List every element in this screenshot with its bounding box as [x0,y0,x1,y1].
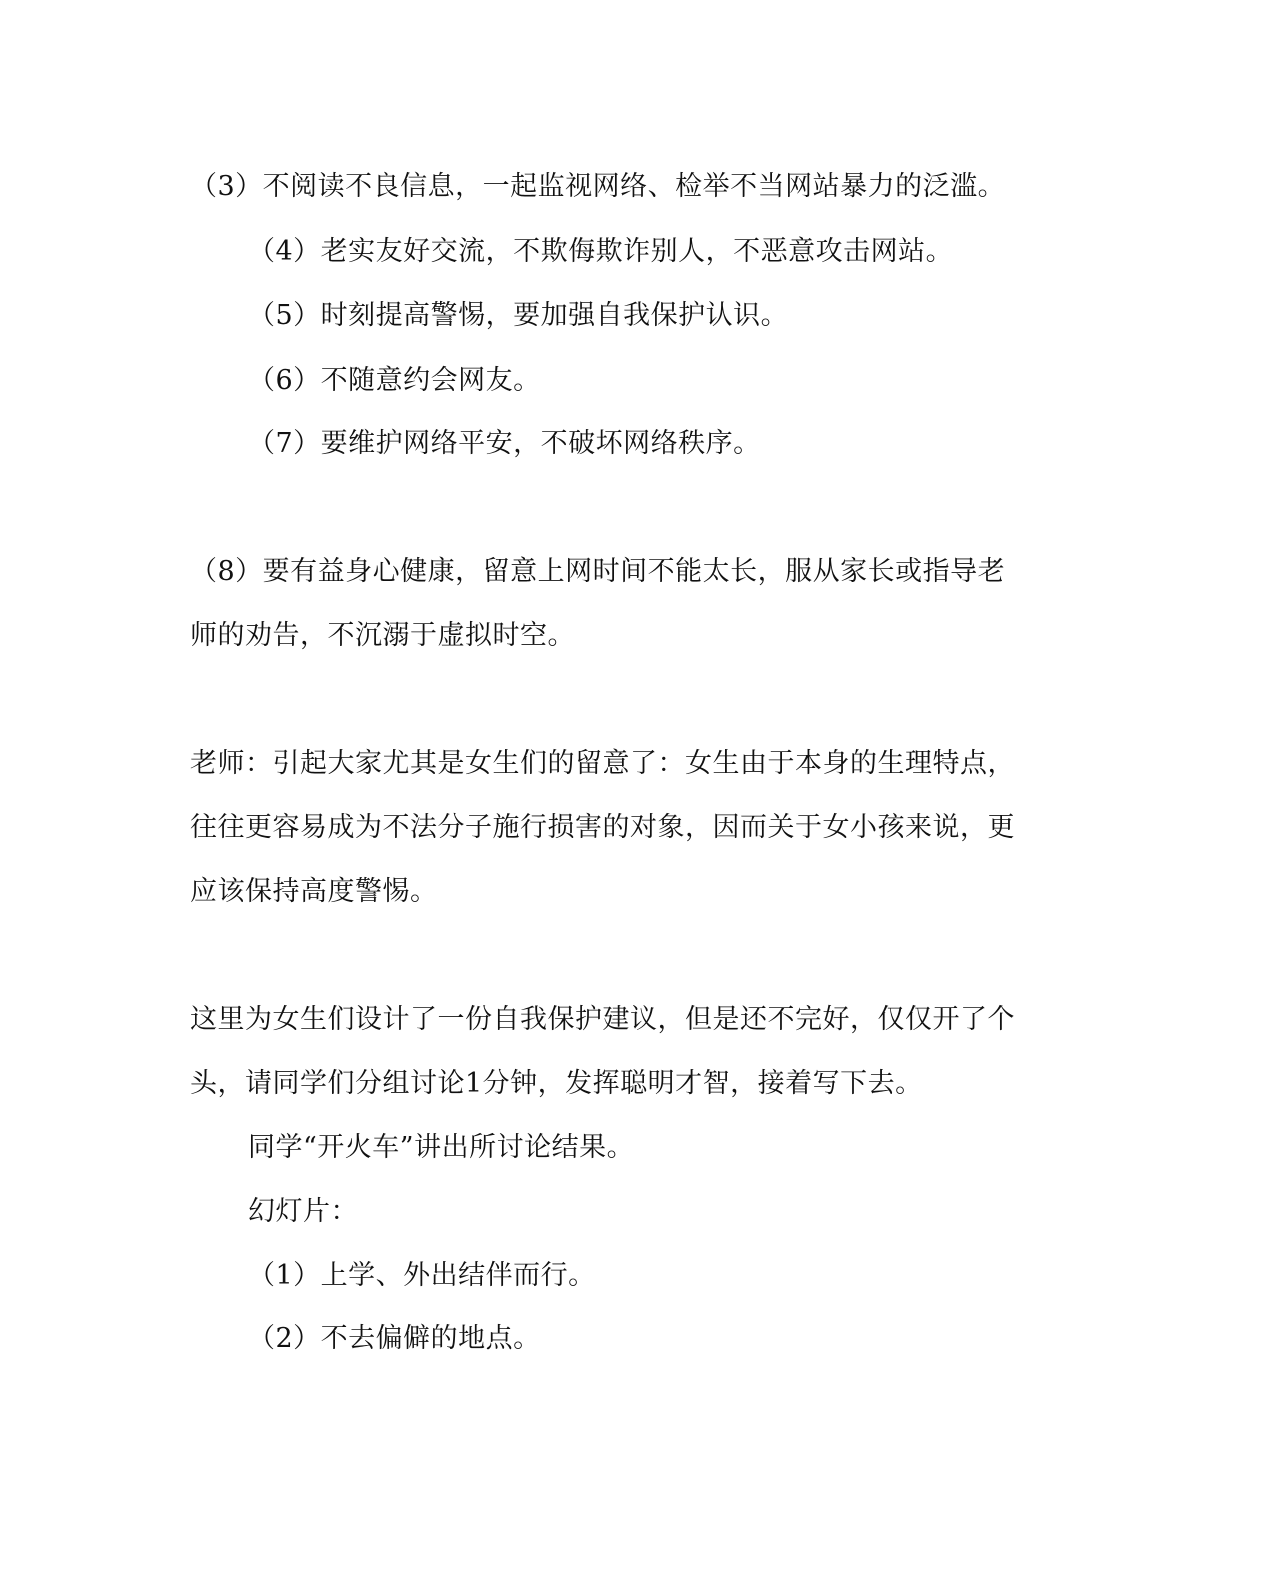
text-line-slide-item-1: （1）上学、外出结伴而行。 [248,1260,596,1291]
text-line-rule-4: （4）老实友好交流，不欺侮欺诈别人，不恶意攻击网站。 [248,236,954,267]
text-line-slide-label: 幻灯片： [248,1196,358,1227]
text-line-rule-3: （3）不阅读不良信息，一起监视网络、检举不当网站暴力的泛滥。 [190,171,1006,202]
text-line-slide-item-2: （2）不去偏僻的地点。 [248,1323,541,1354]
text-line-rule-7: （7）要维护网络平安，不破坏网络秩序。 [248,428,761,459]
text-line-teacher-3: 应该保持高度警惕。 [190,876,438,907]
text-line-rule-6: （6）不随意约会网友。 [248,365,541,396]
text-line-suggestion-1: 这里为女生们设计了一份自我保护建议，但是还不完好，仅仅开了个 [190,1004,1015,1035]
text-line-rule-8-part1: （8）要有益身心健康，留意上网时间不能太长，服从家长或指导老 [190,556,1006,587]
text-line-suggestion-2: 头，请同学们分组讨论1分钟，发挥聪明才智，接着写下去。 [190,1068,923,1099]
text-line-rule-8-part2: 师的劝告，不沉溺于虚拟时空。 [190,620,575,651]
text-line-rule-5: （5）时刻提高警惕，要加强自我保护认识。 [248,300,789,331]
text-line-students: 同学“开火车”讲出所讨论结果。 [248,1132,635,1163]
text-line-teacher-1: 老师：引起大家尤其是女生们的留意了：女生由于本身的生理特点， [190,748,1015,779]
text-line-teacher-2: 往往更容易成为不法分子施行损害的对象，因而关于女小孩来说，更 [190,812,1015,843]
